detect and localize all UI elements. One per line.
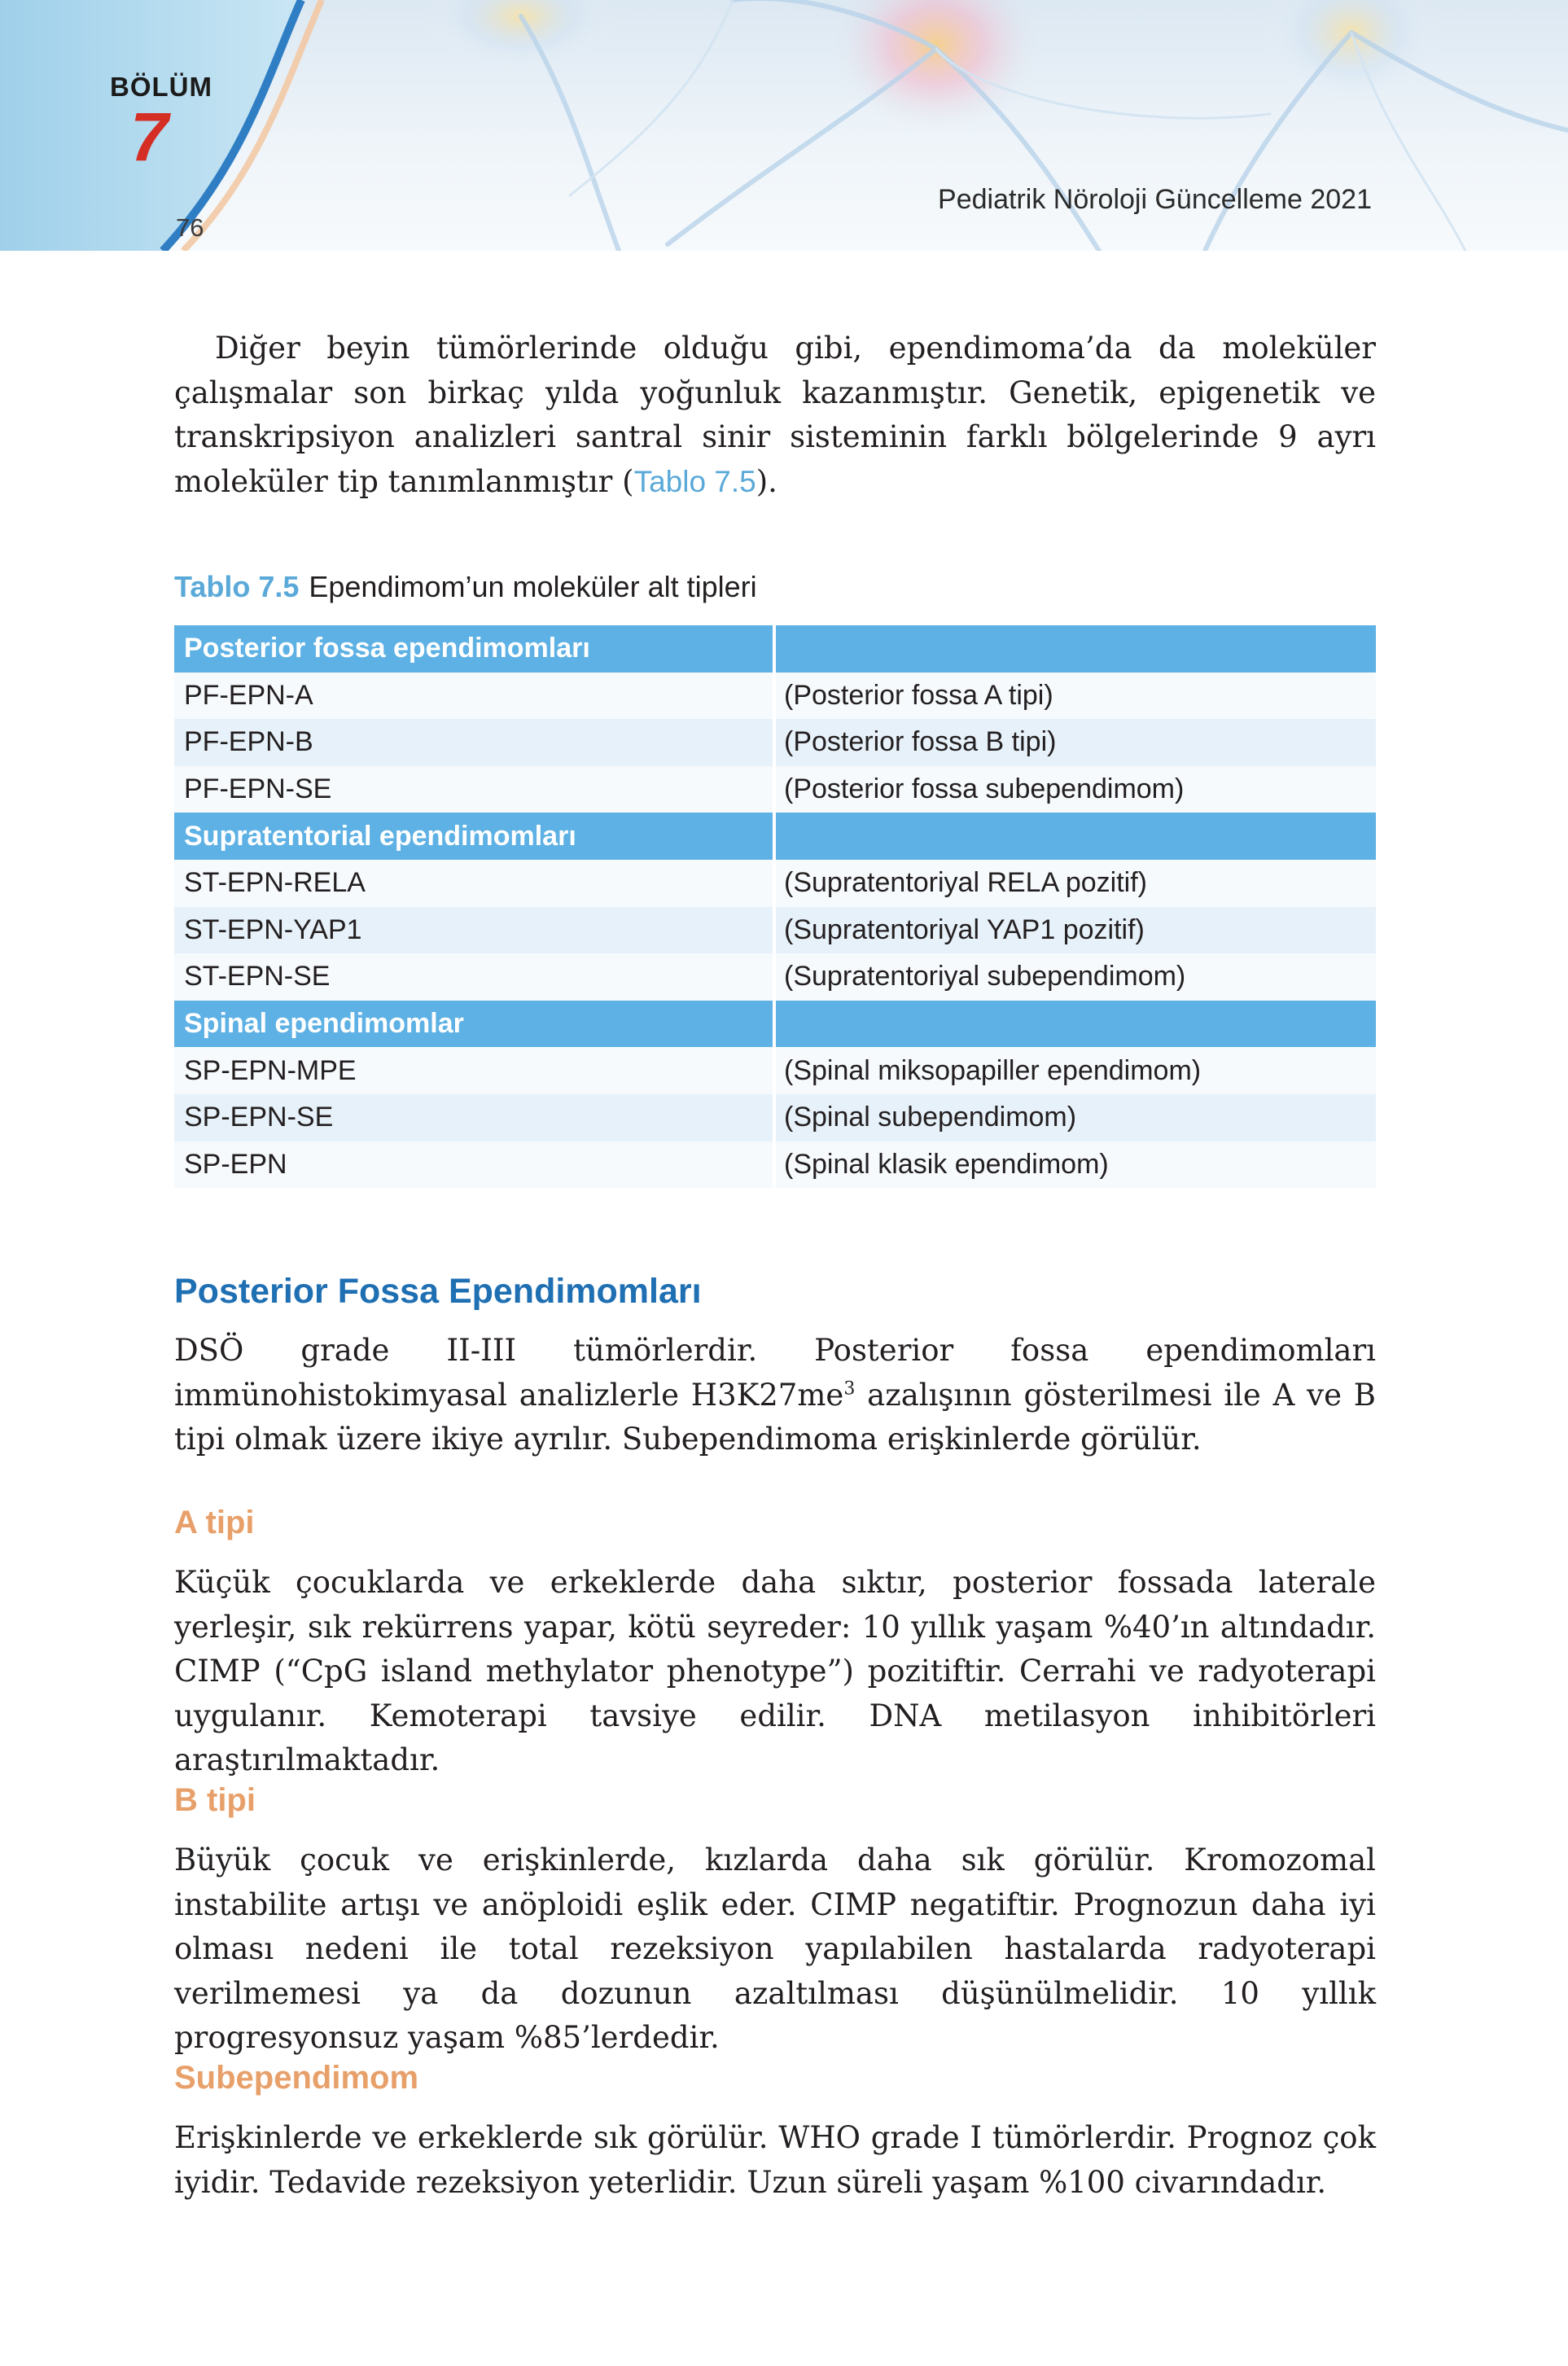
book-title: Pediatrik Nöroloji Güncelleme 2021 xyxy=(938,184,1372,215)
subtype-code: SP-EPN-MPE xyxy=(174,1047,773,1094)
table-row xyxy=(174,860,1376,907)
a-tipi-paragraph: Küçük çocuklarda ve erkeklerde daha sıktır, posterior fossada laterale yerleşir, sık rekürrens yapar, kötü seyreder: 10 yıllık yaşam %40’ın altındadır. CIMP (“CpG island methylator phenotype”) pozitiftir. Cerrahi ve radyoterapi uygulanır. Kemoterapi tavsiye edilir. DNA metilasyon inhibitörleri araştırılmaktadır. xyxy=(174,1565,1376,1777)
subtype-code: SP-EPN xyxy=(174,1141,773,1189)
table-reference-link[interactable]: Tablo 7.5 xyxy=(633,464,756,498)
subtype-code: ST-EPN-RELA xyxy=(174,860,773,907)
subheading-a-tipi: A tipi xyxy=(174,1505,255,1540)
table-row xyxy=(174,673,1376,720)
table-row xyxy=(174,1094,1376,1141)
subtype-description: (Posterior fossa subependimom) xyxy=(776,766,1376,813)
table-caption xyxy=(174,570,757,604)
subtype-code: SP-EPN-SE xyxy=(174,1094,773,1141)
table-row xyxy=(174,953,1376,1001)
subheading-b-tipi: B tipi xyxy=(174,1782,256,1818)
subtype-description: (Spinal miksopapiller ependimom) xyxy=(776,1047,1376,1094)
posterior-fossa-text: DSÖ grade II-III tümörlerdir. Posterior fossa ependimomları immünohistokimyasal analizlerle H3K27me xyxy=(174,1333,1376,1413)
superscript: 3 xyxy=(843,1378,856,1400)
intro-text: Diğer beyin tümörlerinde olduğu gibi, ependimoma’da da moleküler çalışmalar son birkaç yılda yoğunluk kazanmıştır. Genetik, epigenetik ve transkripsiyon analizleri santral sinir sisteminin farklı bölgelerinde 9 ayrı moleküler tip tanımlanmıştır ( xyxy=(174,331,1376,499)
subtype-code: PF-EPN-SE xyxy=(174,766,773,813)
subtype-description: (Supratentoriyal subependimom) xyxy=(776,953,1376,1001)
subtype-description: (Supratentoriyal RELA pozitif) xyxy=(776,860,1376,907)
subheading-subependimom: Subependimom xyxy=(174,2060,419,2096)
group-empty-cell xyxy=(776,1001,1376,1048)
subtype-description: (Posterior fossa A tipi) xyxy=(776,673,1376,720)
b-tipi-paragraph: Büyük çocuk ve erişkinlerde, kızlarda daha sık görülür. Kromozomal instabilite artışı ve anöploidi eşlik eder. CIMP negatiftir. Prognozun daha iyi olması nedeni ile total rezeksiyon yapılabilen hastalarda radyoterapi verilmemesi ya da dozunun azaltılması düşünülmelidir. 10 yıllık progresyonsuz yaşam %85’lerdedir. xyxy=(174,1842,1376,2055)
group-title: Posterior fossa ependimomları xyxy=(174,625,773,673)
group-title: Supratentorial ependimomları xyxy=(174,813,773,860)
posterior-fossa-paragraph xyxy=(174,1329,1376,1462)
table-row xyxy=(174,907,1376,954)
subtype-code: ST-EPN-YAP1 xyxy=(174,907,773,954)
table-row xyxy=(174,1141,1376,1189)
page-header xyxy=(0,0,1568,251)
table-row xyxy=(174,719,1376,766)
group-empty-cell xyxy=(776,625,1376,673)
table-group-header xyxy=(174,625,1376,673)
subtype-code: ST-EPN-SE xyxy=(174,953,773,1001)
subtype-description: (Supratentoriyal YAP1 pozitif) xyxy=(776,907,1376,954)
group-empty-cell xyxy=(776,813,1376,860)
table-group-header xyxy=(174,813,1376,860)
subtype-description: (Spinal subependimom) xyxy=(776,1094,1376,1141)
chapter-label: BÖLÜM xyxy=(110,72,212,102)
subtype-description: (Spinal klasik ependimom) xyxy=(776,1141,1376,1189)
page-number: 76 xyxy=(176,213,204,242)
table-row xyxy=(174,1047,1376,1094)
subtype-code: PF-EPN-B xyxy=(174,719,773,766)
subtype-description: (Posterior fossa B tipi) xyxy=(776,719,1376,766)
table-caption-label: Tablo 7.5 xyxy=(174,570,300,603)
chapter-number: 7 xyxy=(130,99,169,175)
molecular-subtypes-table xyxy=(174,625,1376,1188)
subependimom-paragraph: Erişkinlerde ve erkeklerde sık görülür. WHO grade I tümörlerdir. Prognoz çok iyidir. Tedavide rezeksiyon yeterlidir. Uzun süreli yaşam %100 civarındadır. xyxy=(174,2120,1376,2200)
intro-text-end: ). xyxy=(756,463,777,499)
table-group-header xyxy=(174,1001,1376,1048)
posterior-fossa-text-end: azalışının gösterilmesi ile A ve B tipi olmak üzere ikiye ayrılır. Subependimoma erişkinlerde görülür. xyxy=(174,1377,1376,1457)
table-row xyxy=(174,766,1376,813)
subtype-code: PF-EPN-A xyxy=(174,673,773,720)
intro-paragraph xyxy=(174,326,1376,504)
section-heading-posterior-fossa: Posterior Fossa Ependimomları xyxy=(174,1272,702,1311)
table-caption-text: Ependimom’un moleküler alt tipleri xyxy=(309,570,757,603)
group-title: Spinal ependimomlar xyxy=(174,1001,773,1048)
